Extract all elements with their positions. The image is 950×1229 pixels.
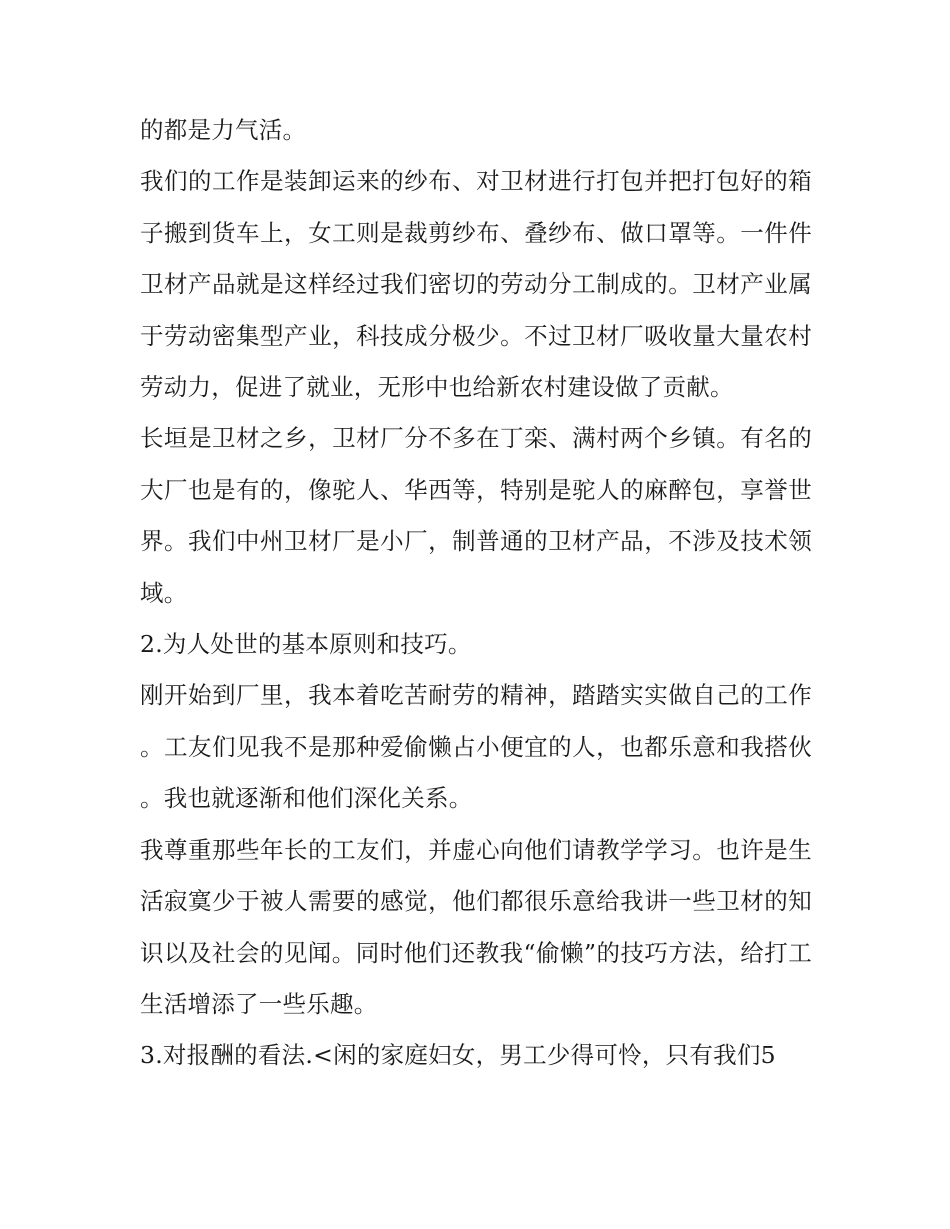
paragraph-continuation: 的都是力气活。: [140, 116, 307, 144]
section-heading-3: 3.对报酬的看法.<闲的家庭妇女，男工少得可怜，只有我们5: [140, 1041, 776, 1070]
paragraph-respecting-elders: 我尊重那些年长的工友们，并虚心向他们请教学学习。也许是生活寂寞少于被人需要的感觉，他们都很乐意给我讲一些卫材的知识以及社会的见闻。同时他们还教我“偷懒”的技巧方法，给打工生活增添了一些乐趣。: [140, 835, 812, 1018]
section-heading-2: 2.为人处世的基本原则和技巧。: [140, 630, 472, 659]
paragraph-starting-work: 刚开始到厂里，我本着吃苦耐劳的精神，踏踏实实做自己的工作。工友们见我不是那种爱偷懒占小便宜的人，也都乐意和我搭伙。我也就逐渐和他们深化关系。: [140, 681, 812, 813]
document-body: [140, 105, 812, 1082]
paragraph-work-description: 我们的工作是装卸运来的纱布、对卫材进行打包并把打包好的箱子搬到货车上，女工则是裁剪纱布、叠纱布、做口罩等。一件件卫材产品就是这样经过我们密切的劳动分工制成的。卫材产业属于劳动密集型产业，科技成分极少。不过卫材厂吸收量大量农村劳动力，促进了就业，无形中也给新农村建设做了贡献。: [140, 167, 812, 402]
paragraph-changyuan-industry: 长垣是卫材之乡，卫材厂分不多在丁栾、满村两个乡镇。有名的大厂也是有的，像驼人、华西等，特别是驼人的麻醉包，享誉世界。我们中州卫材厂是小厂，制普通的卫材产品，不涉及技术领域。: [140, 424, 812, 607]
